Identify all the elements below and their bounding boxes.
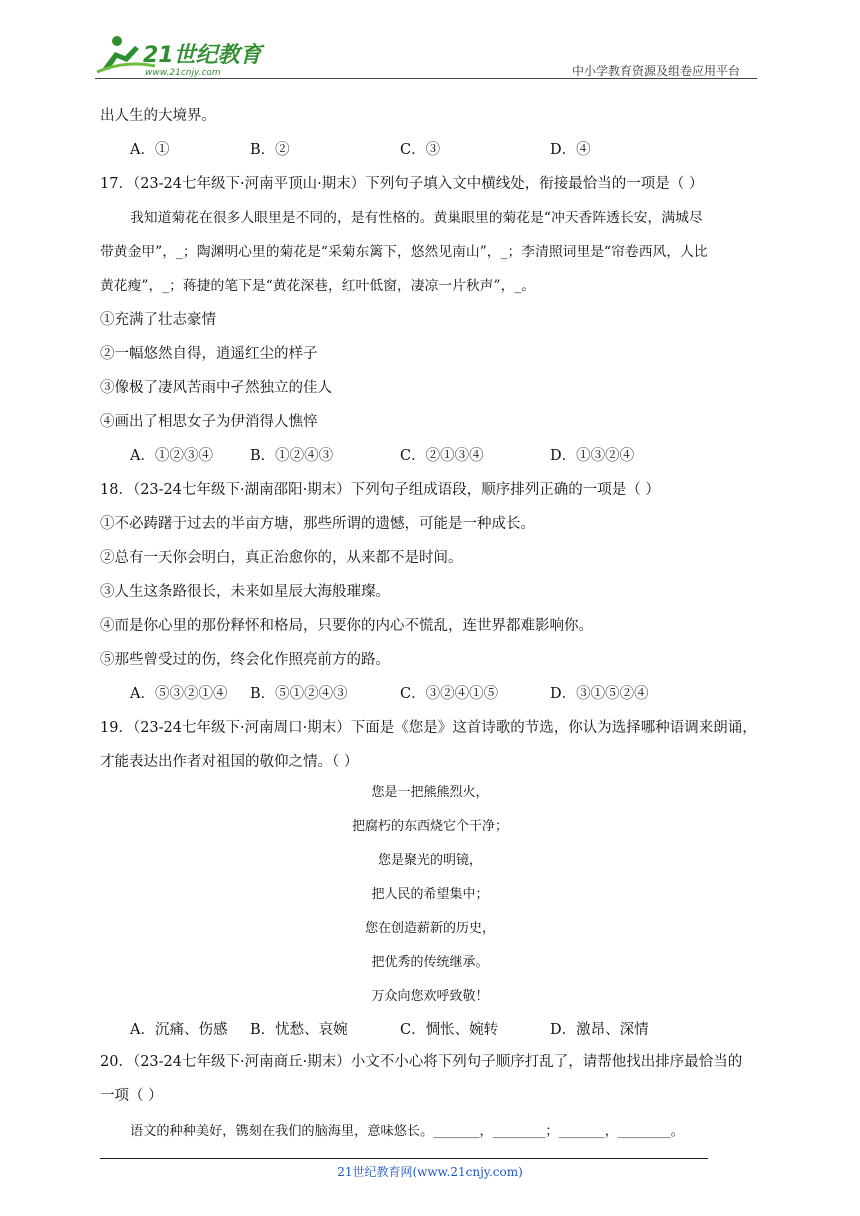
- poem-line: 您是聚光的明镜，: [377, 853, 482, 868]
- q18-option-d: D．③①⑤②④: [550, 686, 649, 702]
- q19-option-b: B．忧愁、哀婉: [250, 1022, 348, 1038]
- q20-stem-1: 20．（23-24七年级下·河南商丘·期末）小文不小心将下列句子顺序打乱了，请帮他找出排序最恰当的: [100, 1054, 743, 1070]
- q20-passage-1: 语文的种种美好，镌刻在我们的脑海里，意味悠长。_______，________；_______，________。: [130, 1124, 684, 1139]
- q18-item-1: ①不必踌躇于过去的半亩方塘，那些所谓的遗憾，可能是一种成长。: [100, 516, 535, 532]
- q19-stem-1: 19．（23-24七年级下·河南周口·期末）下面是《您是》这首诗歌的节选，你认为选择哪种语调来朗诵，: [100, 720, 757, 736]
- q17-item-4: ④画出了相思女子为伊消得人憔悴: [100, 414, 318, 430]
- q19-option-d: D．激昂、深情: [550, 1022, 649, 1038]
- poem-line: 把腐朽的东西烧它个干净；: [351, 819, 508, 834]
- poem-line: 把人民的希望集中；: [371, 887, 489, 902]
- poem-line: 您在创造薪新的历史，: [364, 921, 495, 936]
- q16-option-d: D．④: [550, 142, 591, 158]
- q17-option-a: A．①②③④: [130, 448, 213, 464]
- q19-option-c: C．惆怅、婉转: [400, 1022, 499, 1038]
- q18-option-a: A．⑤③②①④: [130, 686, 228, 702]
- q17-item-3: ③像极了凄风苦雨中孑然独立的佳人: [100, 380, 332, 396]
- q18-stem: 18．（23-24七年级下·湖南邵阳·期末）下列句子组成语段，顺序排列正确的一项是（ ）: [100, 482, 660, 498]
- q17-passage-3: 黄花瘦”，_；蒋捷的笔下是“黄花深巷，红叶低窗，凄凉一片秋声”，_。: [100, 278, 536, 294]
- q17-passage-2: 带黄金甲”，_；陶渊明心里的菊花是“采菊东篱下，悠然见南山”，_；李清照词里是“帘卷西风，人比: [100, 244, 708, 260]
- poem-line: 把优秀的传统继承。: [371, 955, 489, 970]
- q17-item-2: ②一幅悠然自得，逍遥红尘的样子: [100, 346, 318, 362]
- header-divider: [95, 78, 757, 79]
- logo-main-text: 21世纪教育: [143, 43, 262, 68]
- q16-option-a: A．①: [130, 142, 170, 158]
- q18-item-4: ④而是你心里的那份释怀和格局，只要你的内心不慌乱，连世界都难影响你。: [100, 618, 593, 634]
- q17-item-1: ①充满了壮志豪情: [100, 312, 216, 328]
- q16-option-c: C．③: [400, 142, 441, 158]
- q17-option-c: C．②①③④: [400, 448, 484, 464]
- footer-link[interactable]: 21世纪教育网(www.21cnjy.com): [337, 1165, 523, 1179]
- q18-option-c: C．③②④①⑤: [400, 686, 499, 702]
- q18-item-5: ⑤那些曾受过的伤，终会化作照亮前方的路。: [100, 652, 390, 668]
- q17-passage-1: 我知道菊花在很多人眼里是不同的，是有性格的。黄巢眼里的菊花是“冲天香阵透长安，满城尽: [130, 210, 703, 226]
- poem-line: 万众向您欢呼致敬！: [371, 989, 489, 1004]
- q16-tail: 出人生的大境界。: [100, 108, 216, 124]
- platform-name: 中小学教育资源及组卷应用平台: [572, 64, 741, 78]
- q20-stem-2: 一项（ ）: [100, 1088, 163, 1104]
- q19-option-a: A．沉痛、伤感: [130, 1022, 228, 1038]
- q17-stem: 17．（23-24七年级下·河南平顶山·期末）下列句子填入文中横线处，衔接最恰当的一项是（ ）: [100, 176, 704, 192]
- poem-line: 您是一把熊熊烈火，: [371, 785, 489, 800]
- q16-option-b: B．②: [250, 142, 290, 158]
- q18-item-2: ②总有一天你会明白，真正治愈你的，从来都不是时间。: [100, 550, 463, 566]
- logo-url-text: www.21cnjy.com: [145, 68, 221, 78]
- q17-option-b: B．①②④③: [250, 448, 334, 464]
- footer-divider: [100, 1158, 708, 1159]
- q19-stem-2: 才能表达出作者对祖国的敬仰之情。（ ）: [100, 754, 359, 770]
- q18-option-b: B．⑤①②④③: [250, 686, 348, 702]
- site-logo: [95, 30, 265, 80]
- q18-item-3: ③人生这条路很长，未来如星辰大海般璀璨。: [100, 584, 390, 600]
- q17-option-d: D．①③②④: [550, 448, 635, 464]
